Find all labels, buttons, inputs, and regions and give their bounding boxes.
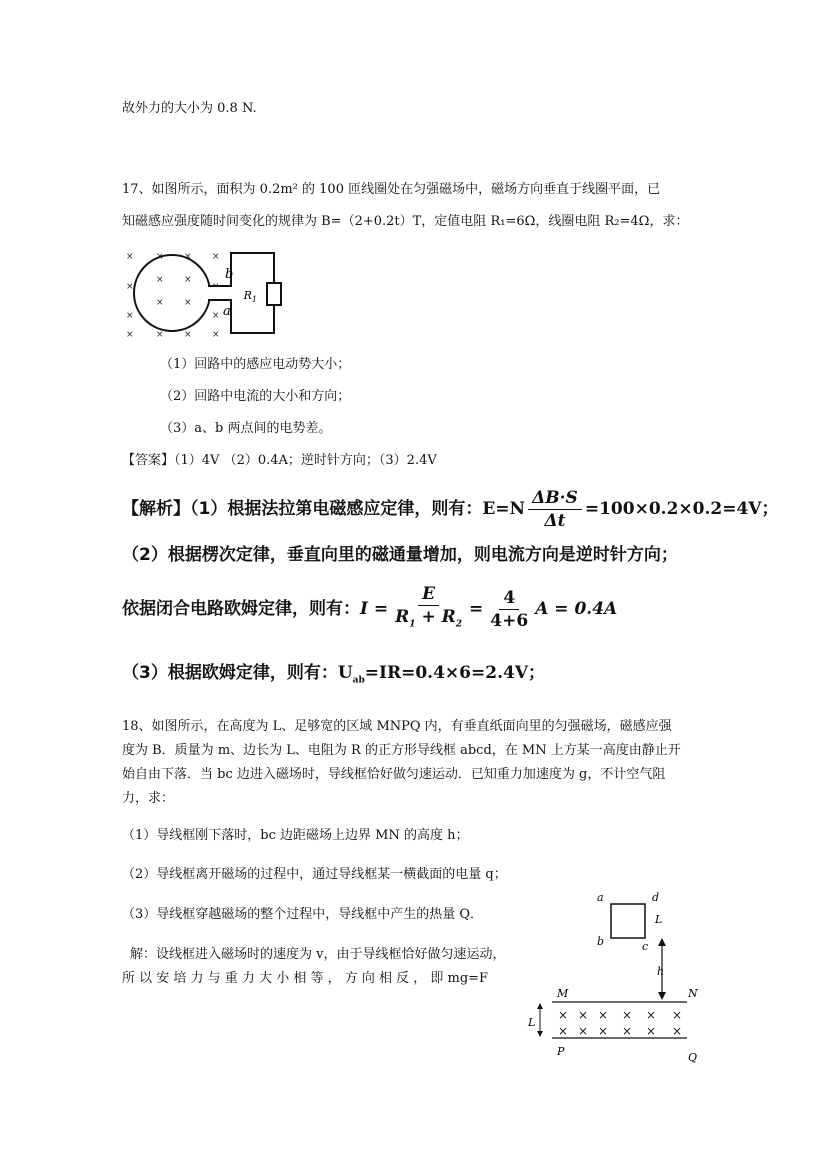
q17-line1: 17、如图所示，面积为 0.2m² 的 100 匝线圈处在匀强磁场中，磁场方向垂直于线圈平面，已: [122, 182, 661, 197]
svg-text:×: ×: [126, 330, 134, 340]
fig-label-N: N: [688, 987, 698, 1000]
fig-label-d: d: [652, 891, 660, 904]
field-cross: ×: [126, 252, 134, 262]
fig-label-c: c: [642, 940, 649, 953]
q18-sub1: （1）导线框刚下落时，bc 边距磁场上边界 MN 的高度 h；: [122, 828, 469, 843]
label-a: a: [223, 304, 231, 319]
label-b: b: [225, 267, 234, 282]
q18-line1: 18、如图所示，在高度为 L、足够宽的区域 MNPQ 内，有垂直纸面向里的匀强磁场，磁感应强: [122, 719, 672, 734]
analysis-p3: 依据闭合电路欧姆定律，则有： I = $\frac{E}{R_1 + R_2}$ = $\frac{4}{4+6}$ A = 0.4A: [122, 583, 617, 635]
q18-line3: 始自由下落．当 bc 边进入磁场时，导线框恰好做匀速运动．已知重力加速度为 g，不计空气阻: [122, 767, 666, 782]
svg-text:×: ×: [184, 275, 192, 285]
p3-fraction-2: $\frac{4}{4+6}$: [490, 587, 529, 631]
analysis-p4: （3）根据欧姆定律，则有：$U_{ab}=IR=0.4\times 6=2.4V$；: [122, 663, 546, 686]
svg-text:×: ×: [184, 330, 192, 340]
svg-text:×: ×: [184, 298, 192, 308]
q18-line4: 力，求：: [122, 791, 175, 806]
fig-label-L-side: L: [655, 913, 663, 926]
top-line: 故外力的大小为 0.8 N.: [122, 101, 257, 116]
svg-text:×: ×: [126, 311, 134, 321]
svg-text:×: ×: [578, 1008, 589, 1022]
svg-text:×: ×: [646, 1024, 657, 1038]
fig-label-L-field: L: [528, 1016, 536, 1029]
q17-answer: 【答案】（1）4V （2）0.4A；逆时针方向；（3）2.4V: [122, 453, 437, 468]
svg-text:×: ×: [598, 1024, 609, 1038]
svg-text:×: ×: [212, 252, 220, 262]
svg-text:×: ×: [622, 1024, 633, 1038]
svg-text:×: ×: [646, 1008, 657, 1022]
q17-line2: 知磁感应强度随时间变化的规律为 B=（2+0.2t）T，定值电阻 R₁=6Ω，线圈电阻 R₂=4Ω，求：: [122, 214, 689, 229]
svg-text:×: ×: [672, 1008, 683, 1022]
analysis-p1: 【解析】（1）根据法拉第电磁感应定律，则有： E=N $\frac{\Delta B\cdot S}{\Delta t}$ =100×0.2×0.2=4V；: [122, 487, 779, 531]
q18-line2: 度为 B．质量为 m、边长为 L、电阻为 R 的正方形导线框 abcd，在 MN 上方某一高度由静止开: [122, 743, 681, 758]
svg-text:×: ×: [558, 1024, 569, 1038]
q18-sub2: （2）导线框离开磁场的过程中，通过导线框某一横截面的电量 q；: [122, 867, 507, 882]
fig-label-P: P: [557, 1045, 565, 1058]
svg-text:×: ×: [578, 1024, 589, 1038]
svg-text:×: ×: [672, 1024, 683, 1038]
q17-sub2: （2）回路中电流的大小和方向；: [160, 389, 351, 404]
q17-coil-figure: [122, 245, 282, 340]
p1-fraction: $\frac{\Delta B\cdot S}{\Delta t}$: [528, 487, 582, 532]
field-cross: ×: [558, 1008, 569, 1022]
q18-solution-1: 解：设线框进入磁场时的速度为 v，由于导线框恰好做匀速运动，: [130, 947, 506, 962]
p3-fraction-1: $\frac{E}{R_1 + R_2}$: [395, 584, 463, 630]
svg-text:×: ×: [156, 330, 164, 340]
label-R1: $R_1$: [243, 289, 257, 304]
svg-text:×: ×: [184, 252, 192, 262]
q18-sub3: （3）导线框穿越磁场的整个过程中，导线框中产生的热量 Q．: [122, 907, 484, 922]
svg-text:×: ×: [212, 311, 220, 321]
fig-label-a: a: [597, 891, 604, 904]
svg-text:×: ×: [622, 1008, 633, 1022]
fig-label-Q: Q: [688, 1051, 698, 1064]
fig-label-h: h: [657, 965, 665, 978]
fig-label-b: b: [597, 935, 605, 948]
q17-sub1: （1）回路中的感应电动势大小；: [160, 357, 351, 372]
svg-text:×: ×: [212, 330, 220, 340]
analysis-p2: （2）根据楞次定律，垂直向里的磁通量增加，则电流方向是逆时针方向；: [122, 545, 678, 565]
q17-sub3: （3）a、b 两点间的电势差。: [160, 421, 332, 436]
fig-label-M: M: [557, 987, 569, 1000]
svg-text:×: ×: [156, 298, 164, 308]
q18-frame-figure: [522, 885, 707, 1065]
q18-solution-2: 所 以 安 培 力 与 重 力 大 小 相 等 ， 方 向 相 反 ， 即 mg=F: [122, 971, 489, 986]
svg-text:×: ×: [156, 252, 164, 262]
svg-text:×: ×: [126, 282, 134, 292]
svg-text:×: ×: [598, 1008, 609, 1022]
svg-text:×: ×: [156, 275, 164, 285]
